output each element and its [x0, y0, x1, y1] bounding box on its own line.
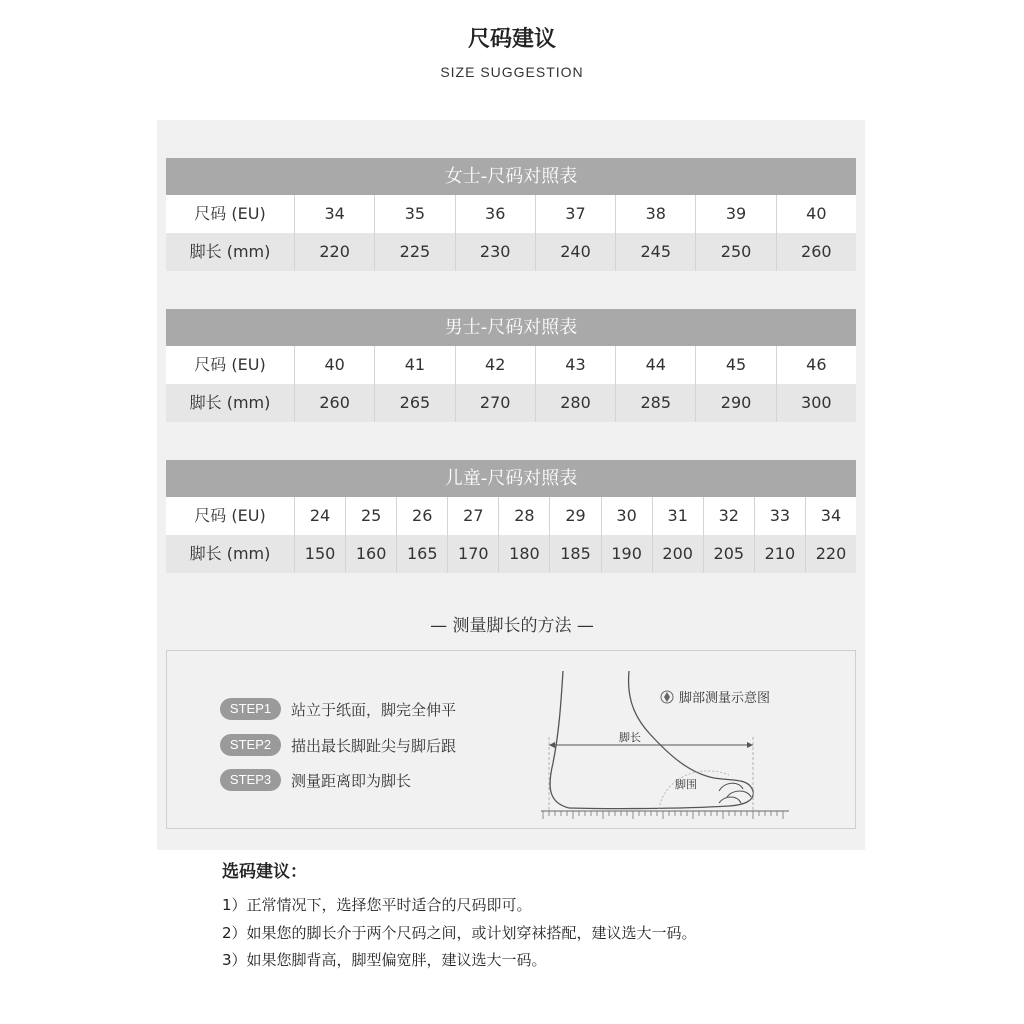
kids-size-table	[166, 460, 856, 573]
length-cell: 260	[801, 242, 832, 261]
size-cell: 43	[536, 346, 616, 384]
kids-size-row	[166, 497, 856, 535]
size-cell: 39	[696, 195, 776, 233]
diagram-length-label: 脚长	[619, 731, 641, 744]
kids-length-row	[166, 535, 856, 573]
men-size-table	[166, 309, 856, 422]
length-cell: 280	[536, 384, 616, 422]
women-table-title: 女士-尺码对照表	[166, 158, 856, 195]
length-cell: 285	[616, 384, 696, 422]
length-cell: 220	[295, 233, 375, 271]
size-cell: 28	[499, 497, 550, 535]
size-cell: 35	[375, 195, 455, 233]
size-cell: 40	[806, 204, 827, 223]
length-cell: 240	[536, 233, 616, 271]
men-size-row	[166, 346, 856, 384]
length-cell: 220	[815, 544, 847, 563]
step-1	[220, 697, 456, 721]
advice-item: 1）正常情况下，选择您平时适合的尺码即可。	[222, 896, 532, 914]
length-row-label: 脚长 (mm)	[166, 384, 295, 422]
length-cell: 200	[653, 535, 704, 573]
size-cell: 27	[448, 497, 499, 535]
advice-item: 2）如果您的脚长介于两个尺码之间，或计划穿袜搭配，建议选大一码。	[222, 924, 697, 942]
size-cell: 46	[806, 355, 827, 374]
women-size-row	[166, 195, 856, 233]
size-cell: 37	[536, 195, 616, 233]
length-cell: 300	[801, 393, 832, 412]
size-cell: 24	[295, 497, 346, 535]
length-cell: 160	[346, 535, 397, 573]
length-cell: 265	[375, 384, 455, 422]
size-cell: 44	[616, 346, 696, 384]
step-3-text: 测量距离即为脚长	[291, 771, 412, 790]
size-cell: 32	[704, 497, 755, 535]
size-cell: 33	[755, 497, 806, 535]
women-size-table	[166, 158, 856, 271]
diagram-girth-label: 脚围	[675, 778, 697, 791]
size-cell: 34	[820, 506, 842, 525]
length-cell: 245	[616, 233, 696, 271]
size-cell: 41	[375, 346, 455, 384]
size-cell: 36	[456, 195, 536, 233]
advice-title: 选码建议：	[222, 862, 307, 882]
men-length-row	[166, 384, 856, 422]
men-table-title: 男士-尺码对照表	[166, 309, 856, 346]
length-row-label: 脚长 (mm)	[166, 233, 295, 271]
size-row-label: 尺码 (EU)	[166, 346, 295, 384]
diagram-legend: 脚部测量示意图	[679, 691, 771, 706]
size-cell: 31	[653, 497, 704, 535]
length-cell: 165	[397, 535, 448, 573]
kids-table-title: 儿童-尺码对照表	[166, 460, 856, 497]
size-cell: 40	[295, 346, 375, 384]
size-cell: 25	[346, 497, 397, 535]
measure-method-box	[166, 650, 856, 829]
size-cell: 38	[616, 195, 696, 233]
length-cell: 190	[602, 535, 653, 573]
length-cell: 185	[550, 535, 601, 573]
page-subtitle: SIZE SUGGESTION	[440, 64, 584, 80]
length-cell: 210	[755, 535, 806, 573]
page-title: 尺码建议	[467, 27, 556, 52]
length-cell: 260	[295, 384, 375, 422]
size-cell: 26	[397, 497, 448, 535]
size-row-label: 尺码 (EU)	[166, 195, 295, 233]
step-1-tag: STEP1	[220, 698, 281, 720]
size-cell: 30	[602, 497, 653, 535]
length-cell: 225	[375, 233, 455, 271]
step-1-text: 站立于纸面，脚完全伸平	[291, 700, 457, 719]
length-cell: 180	[499, 535, 550, 573]
step-3	[220, 768, 411, 792]
length-row-label: 脚长 (mm)	[166, 535, 295, 573]
step-2	[220, 733, 456, 757]
length-cell: 230	[456, 233, 536, 271]
size-row-label: 尺码 (EU)	[166, 497, 295, 535]
size-cell: 42	[456, 346, 536, 384]
size-cell: 29	[550, 497, 601, 535]
length-cell: 150	[295, 535, 346, 573]
length-cell: 270	[456, 384, 536, 422]
length-cell: 250	[696, 233, 776, 271]
foot-measure-diagram	[539, 663, 849, 823]
length-cell: 205	[704, 535, 755, 573]
step-2-tag: STEP2	[220, 734, 281, 756]
advice-item: 3）如果您脚背高，脚型偏宽胖，建议选大一码。	[222, 951, 547, 969]
women-length-row	[166, 233, 856, 271]
size-cell: 45	[696, 346, 776, 384]
step-2-text: 描出最长脚趾尖与脚后跟	[291, 736, 457, 755]
length-cell: 170	[448, 535, 499, 573]
step-3-tag: STEP3	[220, 769, 281, 791]
length-cell: 290	[696, 384, 776, 422]
size-cell: 34	[295, 195, 375, 233]
measure-method-title: — 测量脚长的方法 —	[430, 616, 594, 636]
